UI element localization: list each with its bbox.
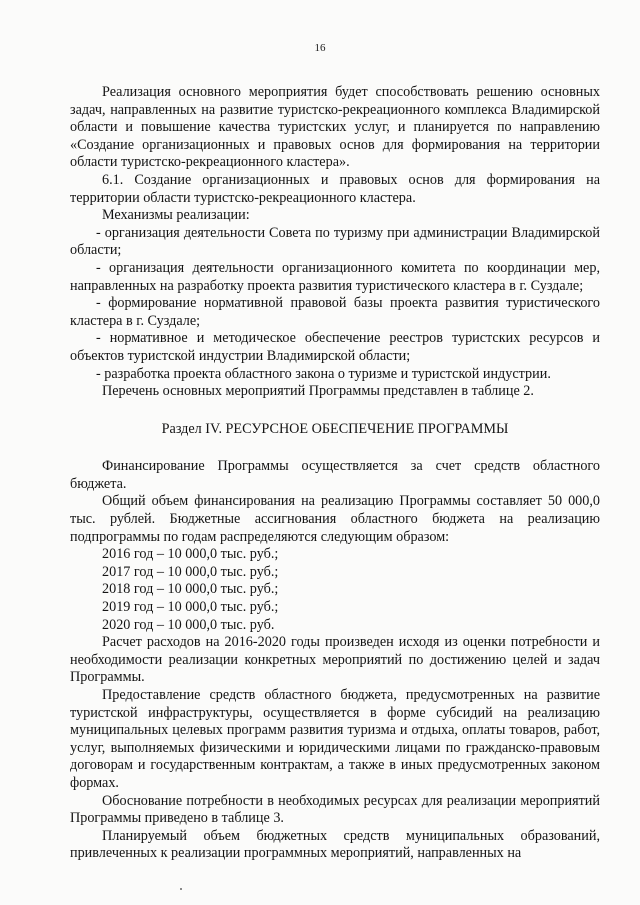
year-allocation-2018: 2018 год – 10 000,0 тыс. руб.; bbox=[102, 581, 279, 598]
paragraph-subsection-6-1: 6.1. Создание организационных и правовых основ для формирования на территории области туристско-рекреационного кластера. bbox=[70, 171, 600, 206]
paragraph-financing-total: Общий объем финансирования на реализацию Программы составляет 50 000,0 тыс. рублей. Бюджетные ассигнования областного бюджета на реализацию подпрограммы по годам распределяются следующим образом: bbox=[70, 493, 600, 545]
paragraph-table-3-reference: Обоснование потребности в необходимых ресурсах для реализации мероприятий Программы приведено в таблице 3. bbox=[70, 792, 600, 827]
mechanism-item: - разработка проекта областного закона о туризме и туристской индустрии. bbox=[96, 365, 551, 382]
year-allocation-2020: 2020 год – 10 000,0 тыс. руб. bbox=[102, 616, 275, 633]
section-heading: Раздел IV. РЕСУРСНОЕ ОБЕСПЕЧЕНИЕ ПРОГРАММЫ bbox=[161, 420, 509, 437]
mechanisms-title: Механизмы реализации: bbox=[102, 207, 250, 224]
paragraph: Планируемый объем бюджетных средств муниципальных образований, привлеченных к реализации программных мероприятий, направленных на bbox=[70, 827, 600, 862]
mechanism-item: - организация деятельности Совета по туризму при администрации Владимирской области; bbox=[70, 224, 600, 259]
paragraph: Расчет расходов на 2016-2020 годы произведен исходя из оценки потребности и необходимости реализации конкретных мероприятий по достижению целей и задач Программы. bbox=[70, 634, 600, 686]
mechanism-item: - формирование нормативной правовой базы проекта развития туристического кластера в г. Суздале; bbox=[70, 295, 600, 329]
paragraph: Реализация основного мероприятия будет способствовать решению основных задач, направленных на развитие туристско-рекреационного комплекса Владимирской области и повышение качества туристских услуг, и планируется по направлению «Создание организационных и правовых основ для формирования на территории области туристско-рекреационного кластера». bbox=[70, 84, 600, 171]
year-allocation-2017: 2017 год – 10 000,0 тыс. руб.; bbox=[102, 563, 279, 580]
year-allocation-2016: 2016 год – 10 000,0 тыс. руб.; bbox=[102, 546, 279, 563]
page-number: 16 bbox=[314, 42, 326, 54]
year-allocation-2019: 2019 год – 10 000,0 тыс. руб.; bbox=[102, 599, 279, 616]
paragraph-financing: Финансирование Программы осуществляется за счет средств областного бюджета. bbox=[70, 458, 600, 492]
mechanism-item: - организация деятельности организационного комитета по координации мер, направленных на разработку проекта развития туристического кластера в г. Суздале; bbox=[70, 259, 600, 294]
paragraph: Предоставление средств областного бюджета, предусмотренных на развитие туристской инфраструктуры, осуществляется в форме субсидий на реализацию муниципальных целевых программ развития туризма и отдыха, оплаты товаров, работ, услуг, выполняемых физическими и юридическими лицами по гражданско-правовым договорам и государственным контрактам, а также в иных предусмотренных законом формах. bbox=[70, 687, 600, 791]
table-2-reference: Перечень основных мероприятий Программы представлен в таблице 2. bbox=[102, 383, 534, 400]
document-body bbox=[70, 84, 600, 863]
mechanism-item: - нормативное и методическое обеспечение реестров туристских ресурсов и объектов туристской индустрии Владимирской области; bbox=[70, 330, 600, 364]
scan-speck bbox=[180, 888, 182, 890]
